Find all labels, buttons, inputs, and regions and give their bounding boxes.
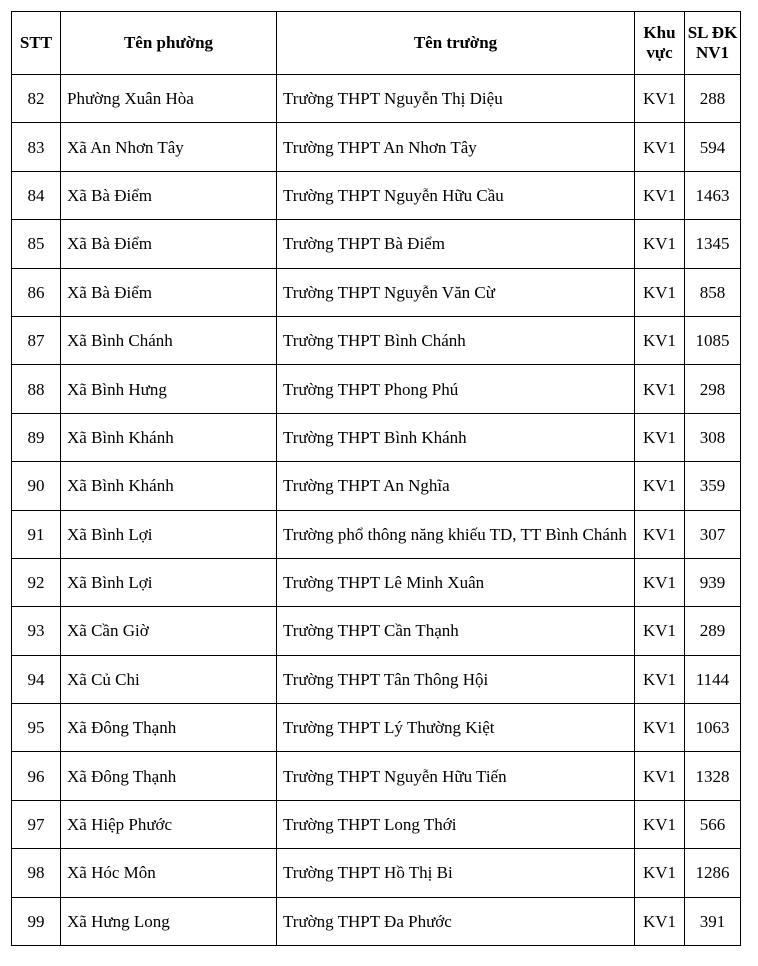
row-area: KV1 [635, 75, 685, 123]
row-area: KV1 [635, 752, 685, 800]
row-registration-count: 391 [685, 897, 741, 945]
row-stt: 95 [12, 704, 61, 752]
row-registration-count: 288 [685, 75, 741, 123]
header-school: Tên trường [277, 12, 635, 75]
header-area: Khu vực [635, 12, 685, 75]
row-ward-name: Xã Bình Chánh [61, 316, 277, 364]
row-stt: 86 [12, 268, 61, 316]
table-row [12, 558, 741, 606]
row-stt: 87 [12, 316, 61, 364]
row-stt: 89 [12, 413, 61, 461]
row-school-name: Trường THPT Bình Chánh [277, 316, 635, 364]
row-area: KV1 [635, 704, 685, 752]
row-school-name: Trường THPT Bà Điểm [277, 220, 635, 268]
header-ward: Tên phường [61, 12, 277, 75]
row-registration-count: 289 [685, 607, 741, 655]
row-school-name: Trường THPT Nguyễn Thị Diệu [277, 75, 635, 123]
row-area: KV1 [635, 558, 685, 606]
row-stt: 85 [12, 220, 61, 268]
row-ward-name: Xã Bà Điểm [61, 171, 277, 219]
row-area: KV1 [635, 171, 685, 219]
row-ward-name: Phường Xuân Hòa [61, 75, 277, 123]
table-header [12, 12, 741, 75]
row-area: KV1 [635, 316, 685, 364]
row-stt: 88 [12, 365, 61, 413]
row-registration-count: 307 [685, 510, 741, 558]
row-school-name: Trường phổ thông năng khiếu TD, TT Bình Chánh [277, 510, 635, 558]
row-registration-count: 1328 [685, 752, 741, 800]
row-registration-count: 1085 [685, 316, 741, 364]
school-registration-table [11, 11, 741, 946]
row-area: KV1 [635, 800, 685, 848]
row-registration-count: 939 [685, 558, 741, 606]
row-area: KV1 [635, 365, 685, 413]
table-row [12, 75, 741, 123]
row-registration-count: 359 [685, 462, 741, 510]
table-row [12, 800, 741, 848]
row-school-name: Trường THPT Hồ Thị Bi [277, 849, 635, 897]
row-ward-name: Xã Đông Thạnh [61, 752, 277, 800]
row-ward-name: Xã Bình Hưng [61, 365, 277, 413]
row-stt: 92 [12, 558, 61, 606]
table-row [12, 752, 741, 800]
table-row [12, 655, 741, 703]
row-school-name: Trường THPT Tân Thông Hội [277, 655, 635, 703]
row-school-name: Trường THPT Bình Khánh [277, 413, 635, 461]
row-school-name: Trường THPT Cần Thạnh [277, 607, 635, 655]
row-stt: 84 [12, 171, 61, 219]
row-school-name: Trường THPT Lý Thường Kiệt [277, 704, 635, 752]
row-area: KV1 [635, 123, 685, 171]
row-ward-name: Xã Hóc Môn [61, 849, 277, 897]
row-area: KV1 [635, 849, 685, 897]
row-area: KV1 [635, 510, 685, 558]
header-stt: STT [12, 12, 61, 75]
table-row [12, 849, 741, 897]
row-stt: 91 [12, 510, 61, 558]
row-area: KV1 [635, 897, 685, 945]
row-registration-count: 298 [685, 365, 741, 413]
row-registration-count: 566 [685, 800, 741, 848]
row-registration-count: 1286 [685, 849, 741, 897]
table-row [12, 462, 741, 510]
table-row [12, 413, 741, 461]
row-area: KV1 [635, 462, 685, 510]
row-ward-name: Xã Củ Chi [61, 655, 277, 703]
row-stt: 98 [12, 849, 61, 897]
row-school-name: Trường THPT Long Thới [277, 800, 635, 848]
row-stt: 96 [12, 752, 61, 800]
table-row [12, 704, 741, 752]
row-stt: 83 [12, 123, 61, 171]
row-stt: 94 [12, 655, 61, 703]
row-school-name: Trường THPT Đa Phước [277, 897, 635, 945]
row-school-name: Trường THPT Nguyễn Văn Cừ [277, 268, 635, 316]
row-ward-name: Xã Bình Khánh [61, 462, 277, 510]
row-area: KV1 [635, 413, 685, 461]
row-ward-name: Xã Hiệp Phước [61, 800, 277, 848]
table-row [12, 607, 741, 655]
row-registration-count: 308 [685, 413, 741, 461]
row-stt: 90 [12, 462, 61, 510]
row-registration-count: 1345 [685, 220, 741, 268]
row-school-name: Trường THPT Lê Minh Xuân [277, 558, 635, 606]
row-stt: 99 [12, 897, 61, 945]
row-ward-name: Xã Bình Lợi [61, 510, 277, 558]
row-school-name: Trường THPT An Nhơn Tây [277, 123, 635, 171]
row-registration-count: 1463 [685, 171, 741, 219]
table-row [12, 171, 741, 219]
row-area: KV1 [635, 220, 685, 268]
table-row [12, 365, 741, 413]
table-body [12, 75, 741, 946]
row-stt: 97 [12, 800, 61, 848]
row-registration-count: 1063 [685, 704, 741, 752]
row-ward-name: Xã Cần Giờ [61, 607, 277, 655]
row-ward-name: Xã Đông Thạnh [61, 704, 277, 752]
row-school-name: Trường THPT An Nghĩa [277, 462, 635, 510]
header-row [12, 12, 741, 75]
row-ward-name: Xã An Nhơn Tây [61, 123, 277, 171]
row-stt: 82 [12, 75, 61, 123]
row-ward-name: Xã Bà Điểm [61, 268, 277, 316]
row-area: KV1 [635, 268, 685, 316]
table-row [12, 123, 741, 171]
row-ward-name: Xã Bình Khánh [61, 413, 277, 461]
header-count: SL ĐK NV1 [685, 12, 741, 75]
row-school-name: Trường THPT Phong Phú [277, 365, 635, 413]
row-ward-name: Xã Bình Lợi [61, 558, 277, 606]
table-row [12, 220, 741, 268]
table-row [12, 268, 741, 316]
row-registration-count: 858 [685, 268, 741, 316]
row-ward-name: Xã Hưng Long [61, 897, 277, 945]
table-row [12, 510, 741, 558]
row-area: KV1 [635, 607, 685, 655]
row-area: KV1 [635, 655, 685, 703]
row-registration-count: 1144 [685, 655, 741, 703]
row-stt: 93 [12, 607, 61, 655]
table-row [12, 316, 741, 364]
table-row [12, 897, 741, 945]
row-ward-name: Xã Bà Điểm [61, 220, 277, 268]
row-school-name: Trường THPT Nguyễn Hữu Tiến [277, 752, 635, 800]
row-registration-count: 594 [685, 123, 741, 171]
row-school-name: Trường THPT Nguyễn Hữu Cầu [277, 171, 635, 219]
